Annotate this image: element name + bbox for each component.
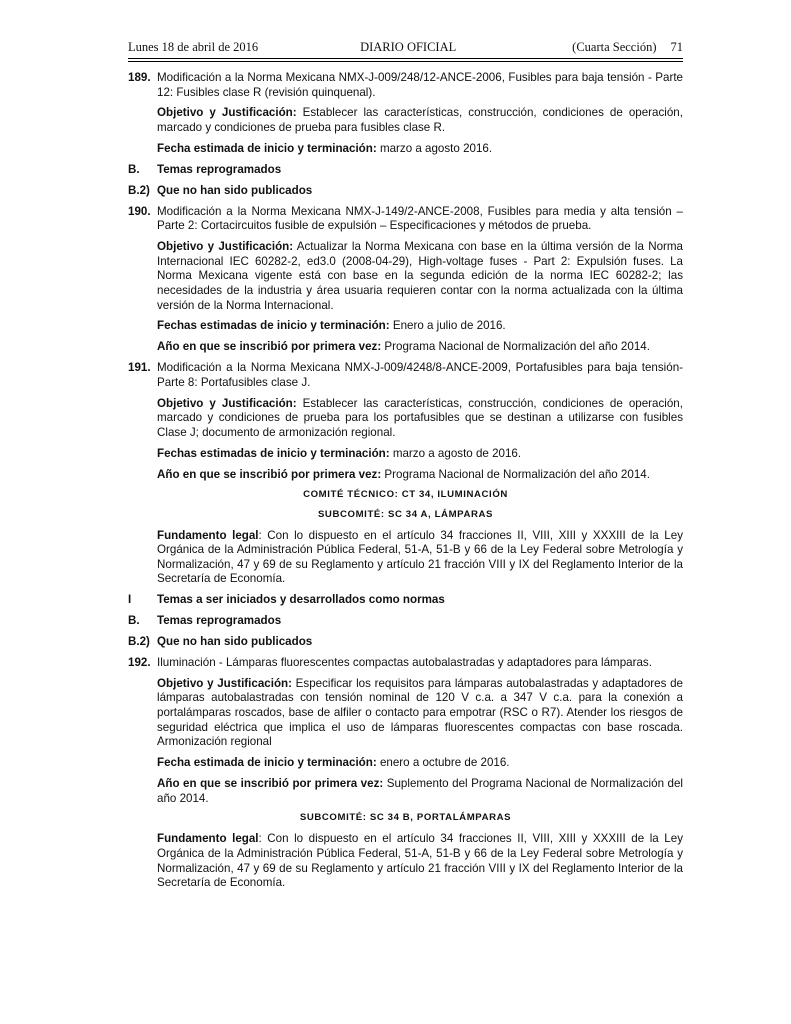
date-text: enero a octubre de 2016. xyxy=(376,756,510,770)
item-number: 191. xyxy=(128,361,151,375)
committee-heading: COMITÉ TÉCNICO: CT 34, ILUMINACIÓN xyxy=(303,488,508,500)
year-label: Año en que se inscribió por primera vez: xyxy=(157,776,384,790)
date-text: Enero a julio de 2016. xyxy=(389,319,506,333)
item-190-year xyxy=(128,340,683,355)
objective-label: Objetivo y Justificación: xyxy=(157,240,294,254)
item-191-objective xyxy=(128,397,683,441)
objective-text: Establecer las características, construcción, condiciones de operación, marcado y condiciones de prueba para fusibles clase R. xyxy=(157,106,683,135)
item-192 xyxy=(128,656,683,671)
objective-text: Especificar los requisitos para lámparas autobalastradas y adaptadores de lámparas autobalastradas con tensión nominal de 120 V c.a. a 347 V c.a. para la conexión a portalámparas roscados, base de alfiler o contacto para empotrar (RSC o R7). Atender los riesgos de seguridad eléctrica que implica el uso de lámparas fluorescentes compactas con base roscada. Armonización regional xyxy=(157,676,683,749)
legal-basis-text: : Con lo dispuesto en el artículo 34 fracciones II, VIII, XIII y XXXIII de la Ley Orgánica de la Administración Pública Federal, 51-A, 51-B y 66 de la Ley Federal sobre Metrología y Normalización, 47 y 69 de su Reglamento y artículo 21 fracción VIII y IX del Reglamento Interior de la Secretaría de Economía. xyxy=(157,832,683,890)
section-title: Que no han sido publicados xyxy=(157,183,313,197)
section-number: B. xyxy=(128,614,140,628)
item-number: 190. xyxy=(128,204,151,218)
header-page-number: 71 xyxy=(670,40,683,54)
section-title: Temas reprogramados xyxy=(157,162,282,176)
objective-label: Objetivo y Justificación: xyxy=(157,396,297,410)
item-190-objective xyxy=(128,240,683,313)
item-192-date xyxy=(128,756,683,771)
header-date: Lunes 18 de abril de 2016 xyxy=(128,40,259,54)
item-191-year xyxy=(128,468,683,483)
year-text: Programa Nacional de Normalización del año 2014. xyxy=(381,340,650,354)
year-label: Año en que se inscribió por primera vez: xyxy=(157,467,382,481)
item-192-objective xyxy=(128,677,683,750)
section-b-second xyxy=(128,614,683,629)
item-190-date xyxy=(128,319,683,334)
objective-text: Establecer las características, construcción, condiciones de operación, marcado y condiciones de prueba para los portafusibles que se destinan a utilizarse con fusibles Clase J; documento de armonización regional. xyxy=(157,396,683,439)
section-number: B.2) xyxy=(128,183,150,197)
date-label: Fecha estimada de inicio y terminación: xyxy=(157,756,377,770)
year-label: Año en que se inscribió por primera vez: xyxy=(157,340,382,354)
objective-label: Objetivo y Justificación: xyxy=(157,106,297,120)
header-rule xyxy=(128,59,683,62)
item-189-date xyxy=(128,142,683,157)
year-text: Programa Nacional de Normalización del año 2014. xyxy=(381,467,650,481)
subcommittee-a-heading: SUBCOMITÉ: SC 34 A, LÁMPARAS xyxy=(317,508,494,520)
section-b xyxy=(128,163,683,178)
item-192-year xyxy=(128,777,683,806)
page-header xyxy=(128,40,683,59)
date-text: marzo a agosto 2016. xyxy=(376,141,493,155)
item-title: Modificación a la Norma Mexicana NMX-J-149/2-ANCE-2008, Fusibles para media y alta tensión – Parte 2: Cortacircuitos fusible de expulsión – Especificaciones y métodos de prueba. xyxy=(157,204,683,233)
item-title: Iluminación - Lámparas fluorescentes compactas autobalastradas y adaptadores para lámparas. xyxy=(157,655,652,669)
legal-basis-label: Fundamento legal xyxy=(157,528,259,542)
item-189-objective xyxy=(128,106,683,135)
section-number: B. xyxy=(128,162,140,176)
section-b2-second xyxy=(128,635,683,650)
item-title: Modificación a la Norma Mexicana NMX-J-009/248/12-ANCE-2006, Fusibles para baja tensión - Parte 12: Fusibles clase R (revisión quinquenal). xyxy=(157,71,683,99)
item-191-date xyxy=(128,447,683,462)
header-section: (Cuarta Sección) xyxy=(572,40,657,54)
section-title: Temas reprogramados xyxy=(157,614,282,628)
section-title: Que no han sido publicados xyxy=(157,634,313,648)
date-label: Fechas estimadas de inicio y terminación: xyxy=(157,319,390,333)
date-label: Fecha estimada de inicio y terminación: xyxy=(157,141,377,155)
item-number: 192. xyxy=(128,655,151,669)
objective-label: Objetivo y Justificación: xyxy=(157,676,292,690)
objective-text: Actualizar la Norma Mexicana con base en la última versión de la Norma Internacional IEC 60282-2, ed3.0 (2008-04-29), High-voltage fuses - Part 2: Expulsión fuses. La Norma Mexicana vigente está con base en la segunda edición de la norma IEC 60282-2; las necesidades de la industria y área usuaria requieren contar con la norma actualizada con la última versión de la Norma Internacional. xyxy=(157,240,683,312)
legal-basis-text: : Con lo dispuesto en el artículo 34 fracciones II, VIII, XIII y XXXIII de la Ley Orgánica de la Administración Pública Federal, 51-A, 51-B y 66 de la Ley Federal sobre Metrología y Normalización, 47 y 69 de su Reglamento y artículo 21 fracción VIII y IX del Reglamento Interior de la Secretaría de Economía. xyxy=(157,528,683,586)
item-189 xyxy=(128,71,683,100)
item-191 xyxy=(128,361,683,390)
section-number: I xyxy=(128,593,132,607)
item-190 xyxy=(128,205,683,234)
section-i xyxy=(128,593,683,608)
header-section-group xyxy=(558,40,683,55)
legal-basis-label: Fundamento legal xyxy=(157,832,259,846)
legal-basis-b xyxy=(128,832,683,890)
section-number: B.2) xyxy=(128,634,150,648)
item-title: Modificación a la Norma Mexicana NMX-J-009/4248/8-ANCE-2009, Portafusibles para baja tensión- Parte 8: Portafusibles clase J. xyxy=(157,361,683,389)
year-text: Suplemento del Programa Nacional de Normalización del año 2014. xyxy=(157,776,683,805)
date-text: marzo a agosto de 2016. xyxy=(389,446,522,460)
subcommittee-b-heading: SUBCOMITÉ: SC 34 B, PORTALÁMPARAS xyxy=(299,812,512,824)
header-title: DIARIO OFICIAL xyxy=(360,40,457,54)
item-number: 189. xyxy=(128,71,151,84)
section-b2 xyxy=(128,184,683,199)
document-page xyxy=(128,40,683,897)
date-label: Fechas estimadas de inicio y terminación: xyxy=(157,446,390,460)
section-title: Temas a ser iniciados y desarrollados como normas xyxy=(157,593,445,607)
legal-basis-a xyxy=(128,529,683,587)
